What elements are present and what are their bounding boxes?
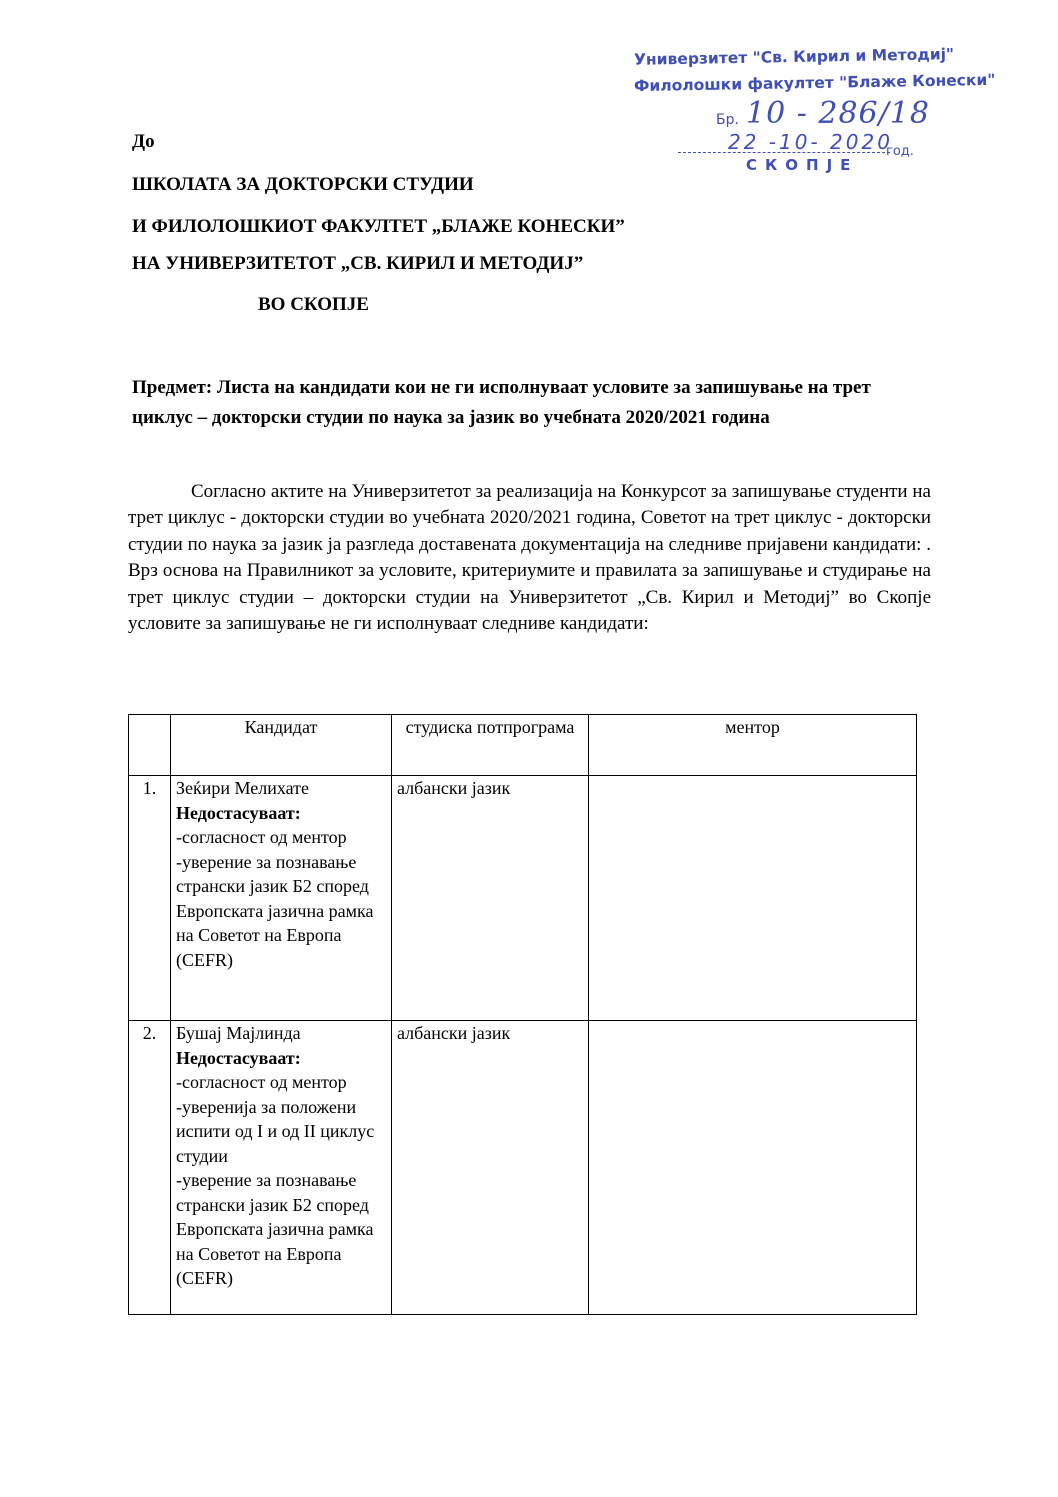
- registration-stamp: [628, 44, 996, 184]
- stamp-year-label: год.: [886, 144, 914, 159]
- missing-item: -согласност од ментор: [176, 827, 347, 847]
- table-row: [129, 776, 917, 1021]
- header-mentor: ментор: [589, 715, 917, 776]
- stamp-university: Универзитет "Св. Кирил и Методиј": [633, 45, 955, 69]
- subject: Предмет: Листа на кандидати кои не ги исполнуваат условите за запишување на трет циклус – докторски студии по наука за јазик во учебната 2020/2021 година: [132, 377, 871, 428]
- row-number: 1.: [129, 776, 171, 1021]
- table-header-row: [129, 715, 917, 776]
- stamp-number: 10 - 286/18: [746, 96, 930, 131]
- mentor-cell: [589, 776, 917, 1021]
- addressee-to: До: [132, 131, 155, 152]
- table-row: [129, 1021, 917, 1315]
- body-paragraph-text: Согласно актите на Универзитетот за реализација на Конкурсот за запишување студенти на трет циклус - докторски студии во учебната 2020/2021 година, Советот на трет циклус - докторски студии по наука за јазик ја разгледа доставената документација на следниве пријавени кандидати: . Врз основа на Правилникот за условите, критериумите и правилата за запишување и студирање на трет циклус студии – докторски студии на Универзитетот „Св. Кирил и Методиј” во Скопје условите за запишување не ги исполнуваат следниве кандидати:: [128, 481, 931, 635]
- candidate-name: Зеќири Мелихате: [176, 778, 310, 798]
- addressee-line-3: НА УНИВЕРЗИТЕТОТ „СВ. КИРИЛ И МЕТОДИЈ”: [132, 253, 584, 274]
- stamp-faculty: Филолошки факултет "Блаже Конески": [633, 70, 996, 96]
- body-paragraph: [128, 479, 931, 637]
- header-candidate: Кандидат: [171, 715, 392, 776]
- addressee-line-2: И ФИЛОЛОШКИОТ ФАКУЛТЕТ „БЛАЖЕ КОНЕСКИ”: [132, 216, 625, 237]
- header-program: студиска потпрограма: [392, 715, 589, 776]
- candidates-table: [128, 714, 917, 1315]
- row-number: 2.: [129, 1021, 171, 1315]
- missing-item: -уверение за познавање странски јазик Б2 според Европската јазична рамка на Советот на Европа (CEFR): [176, 851, 374, 970]
- stamp-underline: [678, 152, 890, 153]
- missing-item: -согласност од ментор: [176, 1072, 347, 1092]
- missing-label: Недостасуваат:: [176, 1047, 301, 1068]
- program-cell: албански јазик: [392, 776, 589, 1021]
- mentor-cell: [589, 1021, 917, 1315]
- missing-label: Недостасуваат:: [176, 802, 301, 823]
- addressee-line-4: ВО СКОПЈЕ: [258, 294, 369, 315]
- missing-item: -уверенија за положени испити од I и од II циклус студии: [176, 1096, 375, 1166]
- header-number: [129, 715, 171, 776]
- stamp-date: 22 -10- 2020: [728, 130, 893, 154]
- candidate-name: Бушај Мајлинда: [176, 1023, 301, 1043]
- addressee-line-1: ШКОЛАТА ЗА ДОКТОРСКИ СТУДИИ: [132, 174, 474, 195]
- missing-item: -уверение за познавање странски јазик Б2 според Европската јазична рамка на Советот на Европа (CEFR): [176, 1170, 374, 1288]
- stamp-city: СКОПЈЕ: [746, 156, 859, 174]
- program-cell: албански јазик: [392, 1021, 589, 1315]
- stamp-number-label: Бр.: [716, 112, 739, 128]
- candidate-cell: [171, 776, 392, 1021]
- candidate-cell: [171, 1021, 392, 1315]
